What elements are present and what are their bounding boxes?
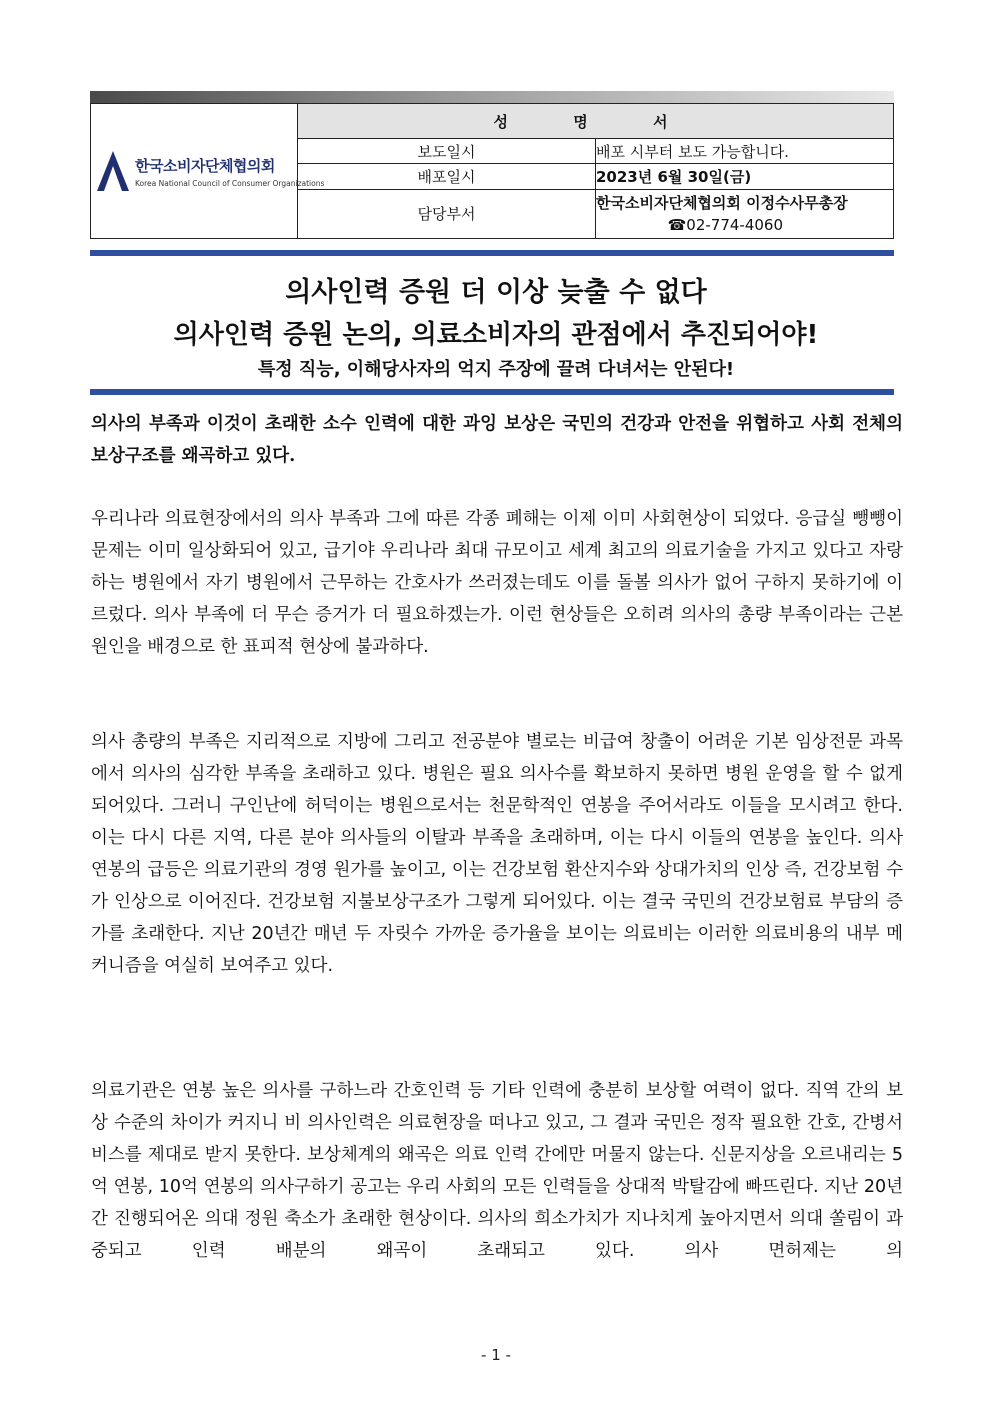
org-name-ko: 한국소비자단체협의회 <box>135 156 275 175</box>
title-divider-bottom <box>90 389 894 395</box>
page-number: - 1 - <box>481 1346 511 1364</box>
body-paragraph-1: 우리나라 의료현장에서의 의사 부족과 그에 따른 각종 폐해는 이제 이미 사회현상이 되었다. 응급실 뺑뺑이 문제는 이미 일상화되어 있고, 급기야 우리나라 최대 규모이고 세계 최고의 의료기술을 가지고 있다고 자랑하는 병원에서 자기 병원에서 근무하는 간호사가 쓰러졌는데도 이를 돌볼 의사가 없어 구하지 못하기에 이르렀다. 의사 부족에 더 무슨 증거가 더 필요하겠는가. 이런 현상들은 오히려 의사의 총량 부족이라는 근본원인을 배경으로 한 표피적 현상에 불과하다. <box>91 509 903 657</box>
org-emblem-icon <box>95 149 131 193</box>
sub-headline: 의사인력 증원 논의, 의료소비자의 관점에서 추진되어야! <box>173 320 819 350</box>
department-label: 담당부서 <box>298 189 596 238</box>
release-time-label: 보도일시 <box>298 139 596 164</box>
body-paragraph-3: 의료기관은 연봉 높은 의사를 구하느라 간호인력 등 기타 인력에 충분히 보상할 여력이 없다. 직역 간의 보상 수준의 차이가 커지니 비 의사인력은 의료현장을 떠나고 있고, 그 결과 국민은 정작 필요한 간호, 간병서비스를 제대로 받지 못한다. 보상체계의 왜곡은 의료 인력 간에만 머물지 않는다. 신문지상을 오르내리는 5억 연봉, 10억 연봉의 의사구하기 공고는 우리 사회의 모든 인력들을 상대적 박탈감에 빠뜨린다. 지난 20년간 진행되어온 의대 정원 축소가 초래한 현상이다. 의사의 희소가치가 지나치게 높아지면서 의대 쏠림이 과중되고 인력 배분의 왜곡이 초래되고 있다. 의사 면허제는 의 <box>91 1081 903 1261</box>
distribution-date-label: 배포일시 <box>298 164 596 189</box>
org-name-en: Korea National Council of Consumer Organizations <box>135 178 325 188</box>
body-paragraph-2: 의사 총량의 부족은 지리적으로 지방에 그리고 전공분야 별로는 비급여 창출이 어려운 기본 임상전문 과목에서 의사의 심각한 부족을 초래하고 있다. 병원은 필요 의사수를 확보하지 못하면 병원 운영을 할 수 없게 되어있다. 그러니 구인난에 허덕이는 병원으로서는 천문학적인 연봉을 주어서라도 이들을 모시려고 한다. 이는 다시 다른 지역, 다른 분야 의사들의 이탈과 부족을 초래하며, 이는 다시 이들의 연봉을 높인다. 의사 연봉의 급등은 의료기관의 경영 원가를 높이고, 이는 건강보험 환산지수와 상대가치의 인상 즉, 건강보험 수가 인상으로 이어진다. 건강보험 지불보상구조가 그렇게 되어있다. 이는 결국 국민의 건강보험료 부담의 증가를 초래한다. 지난 20년간 매년 두 자릿수 가까운 증가율을 보이는 의료비는 이러한 의료비용의 내부 메커니즘을 여실히 보여주고 있다. <box>91 732 903 976</box>
department-phone: ☎02-774-4060 <box>667 215 783 234</box>
main-headline: 의사인력 증원 더 이상 늦출 수 없다 <box>285 277 707 308</box>
title-divider-top <box>90 250 894 256</box>
org-logo <box>91 149 325 193</box>
department-contact: 한국소비자단체협의회 이정수사무총장 <box>596 193 848 212</box>
release-time-value: 배포 시부터 보도 가능합니다. <box>596 139 894 164</box>
lead-paragraph: 의사의 부족과 이것이 초래한 소수 인력에 대한 과잉 보상은 국민의 건강과 안전을 위협하고 사회 전체의 보상구조를 왜곡하고 있다. <box>91 414 903 466</box>
header-table <box>90 103 894 239</box>
logo-cell <box>91 104 325 239</box>
department-value <box>596 189 894 238</box>
distribution-date-value: 2023년 6월 30일(금) <box>596 164 894 189</box>
tagline: 특정 직능, 이해당사자의 억지 주장에 끌려 다녀서는 안된다! <box>257 359 735 380</box>
document-title: 성 명 서 <box>298 104 894 139</box>
